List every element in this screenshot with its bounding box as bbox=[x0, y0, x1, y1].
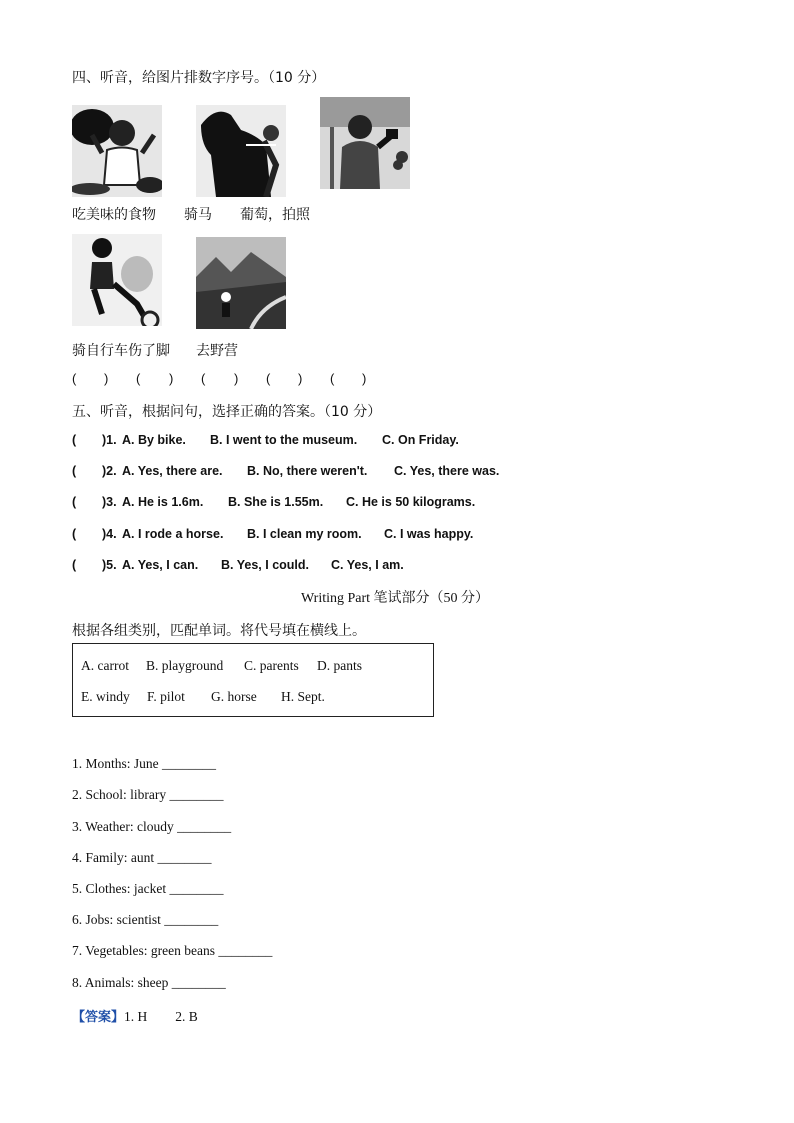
q4-paren: ( bbox=[72, 527, 77, 541]
caption-bike-hurt-foot: 骑自行车伤了脚 bbox=[72, 343, 170, 359]
word-options-box bbox=[72, 643, 434, 717]
writing-part-title: Writing Part 笔试部分（50 分） bbox=[301, 591, 490, 606]
q3-option-b: B. She is 1.55m. bbox=[228, 495, 324, 509]
q3-option-c: C. He is 50 kilograms. bbox=[346, 495, 476, 509]
option-a: A. carrot bbox=[81, 658, 129, 673]
paren-open-4: ( bbox=[266, 371, 271, 386]
option-c: C. parents bbox=[244, 658, 299, 673]
paren-close-4: ) bbox=[298, 371, 303, 386]
paren-open-3: ( bbox=[201, 371, 206, 386]
paren-open-5: ( bbox=[330, 371, 335, 386]
q1-option-a: A. By bike. bbox=[122, 433, 186, 447]
fill-item-2: 2. School: library ________ bbox=[72, 787, 224, 802]
paren-close-3: ) bbox=[234, 371, 239, 386]
answer-2: 2. B bbox=[175, 1009, 198, 1024]
q4-option-a: A. I rode a horse. bbox=[122, 527, 224, 541]
q2-option-a: A. Yes, there are. bbox=[122, 464, 223, 478]
q2-option-b: B. No, there weren't. bbox=[247, 464, 368, 478]
option-b: B. playground bbox=[146, 658, 224, 673]
q5-paren: ( bbox=[72, 558, 77, 572]
picture-riding-horse bbox=[196, 105, 286, 197]
option-e: E. windy bbox=[81, 689, 130, 704]
q3-number: )3. bbox=[102, 495, 117, 509]
q1-paren: ( bbox=[72, 433, 77, 447]
caption-grapes-photo: 葡萄，拍照 bbox=[240, 207, 310, 223]
caption-eat-food: 吃美味的食物 bbox=[72, 207, 156, 223]
fill-item-6: 6. Jobs: scientist ________ bbox=[72, 912, 219, 927]
q2-option-c: C. Yes, there was. bbox=[394, 464, 500, 478]
fill-item-3: 3. Weather: cloudy ________ bbox=[72, 819, 232, 834]
writing-instruction: 根据各组类别，匹配单词。将代号填在横线上。 bbox=[72, 623, 366, 639]
option-g: G. horse bbox=[211, 689, 257, 704]
q3-paren: ( bbox=[72, 495, 77, 509]
fill-item-1: 1. Months: June ________ bbox=[72, 756, 217, 771]
q5-number: )5. bbox=[102, 558, 117, 572]
q1-number: )1. bbox=[102, 433, 117, 447]
q5-option-b: B. Yes, I could. bbox=[221, 558, 309, 572]
picture-camping bbox=[196, 237, 286, 329]
section4-title: 四、听音，给图片排数字序号。（10 分） bbox=[72, 70, 326, 86]
picture-grapes-photo bbox=[320, 97, 410, 189]
option-f: F. pilot bbox=[147, 689, 185, 704]
paren-open-1: ( bbox=[72, 371, 77, 386]
caption-ride-horse: 骑马 bbox=[184, 207, 212, 223]
q4-option-b: B. I clean my room. bbox=[247, 527, 362, 541]
option-h: H. Sept. bbox=[281, 689, 325, 704]
q5-option-a: A. Yes, I can. bbox=[122, 558, 199, 572]
section5-title: 五、听音，根据问句，选择正确的答案。（10 分） bbox=[72, 404, 382, 420]
fill-item-7: 7. Vegetables: green beans ________ bbox=[72, 943, 273, 958]
paren-close-1: ) bbox=[104, 371, 109, 386]
q4-option-c: C. I was happy. bbox=[384, 527, 474, 541]
q2-paren: ( bbox=[72, 464, 77, 478]
q4-number: )4. bbox=[102, 527, 117, 541]
paren-open-2: ( bbox=[136, 371, 141, 386]
q1-option-b: B. I went to the museum. bbox=[210, 433, 358, 447]
fill-item-5: 5. Clothes: jacket ________ bbox=[72, 881, 224, 896]
q5-option-c: C. Yes, I am. bbox=[331, 558, 404, 572]
q3-option-a: A. He is 1.6m. bbox=[122, 495, 204, 509]
paren-close-5: ) bbox=[362, 371, 367, 386]
fill-item-4: 4. Family: aunt ________ bbox=[72, 850, 212, 865]
answer-line bbox=[72, 1006, 198, 1025]
caption-camping: 去野营 bbox=[196, 343, 238, 359]
fill-item-8: 8. Animals: sheep ________ bbox=[72, 975, 226, 990]
option-d: D. pants bbox=[317, 658, 362, 673]
picture-eating-food bbox=[72, 105, 162, 197]
answer-tag: 【答案】 bbox=[72, 1010, 125, 1025]
q1-option-c: C. On Friday. bbox=[382, 433, 459, 447]
picture-bike-hurt-foot bbox=[72, 234, 162, 326]
q2-number: )2. bbox=[102, 464, 117, 478]
paren-close-2: ) bbox=[169, 371, 174, 386]
answer-1: 1. H bbox=[124, 1009, 148, 1024]
